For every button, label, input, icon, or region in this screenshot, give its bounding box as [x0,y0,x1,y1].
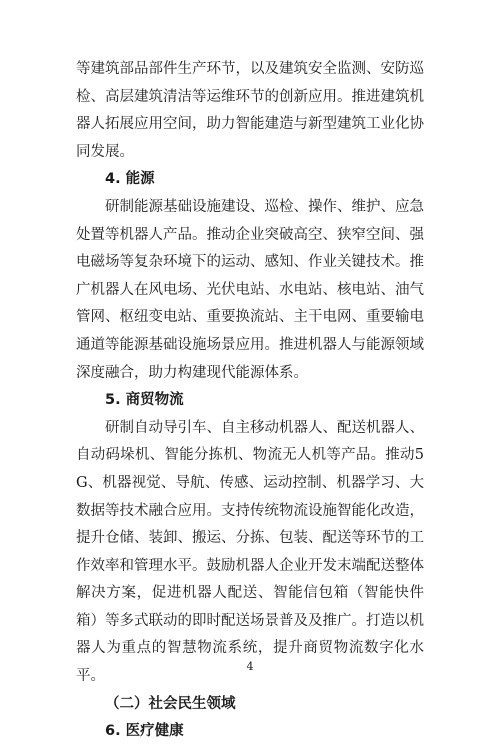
energy-paragraph: 研制能源基础设施建设、巡检、操作、维护、应急处置等机器人产品。推动企业突破高空、狭窄空间、强电磁场等复杂环境下的运动、感知、作业关键技术。推广机器人在风电场、光伏电站、水电站、核电站、油气管网、枢纽变电站、重要换流站、主干电网、重要输电通道等能源基础设施场景应用。推进机器人与能源领域深度融合，助力构建现代能源体系。 [76,198,424,381]
social-livelihood-section-heading: （二）社会民生领域 [105,695,236,712]
energy-heading: 4. 能源 [105,171,155,188]
logistics-heading: 5. 商贸物流 [105,392,184,409]
logistics-paragraph: 研制自动导引车、自主移动机器人、配送机器人、自动码垛机、智能分拣机、物流无人机等产品。推动5G、机器视觉、导航、传感、运动控制、机器学习、大数据等技术融合应用。支持传统物流设施智能化改造，提升仓储、装卸、搬运、分拣、包装、配送等环节的工作效率和管理水平。鼓励机器人企业开发末端配送整体解决方案，促进机器人配送、智能信包箱（智能快件箱）等多式联动的即时配送场景普及及推广。打造以机器人为重点的智慧物流系统，提升商贸物流数字化水平。 [76,419,424,685]
document-body [76,56,424,746]
healthcare-heading: 6. 医疗健康 [105,723,184,740]
continuation-paragraph: 等建筑部品部件生产环节，以及建筑安全监测、安防巡检、高层建筑清洁等运维环节的创新应用。推进建筑机器人拓展应用空间，助力智能建造与新型建筑工业化协同发展。 [76,61,424,160]
page-number: 4 [246,660,254,673]
